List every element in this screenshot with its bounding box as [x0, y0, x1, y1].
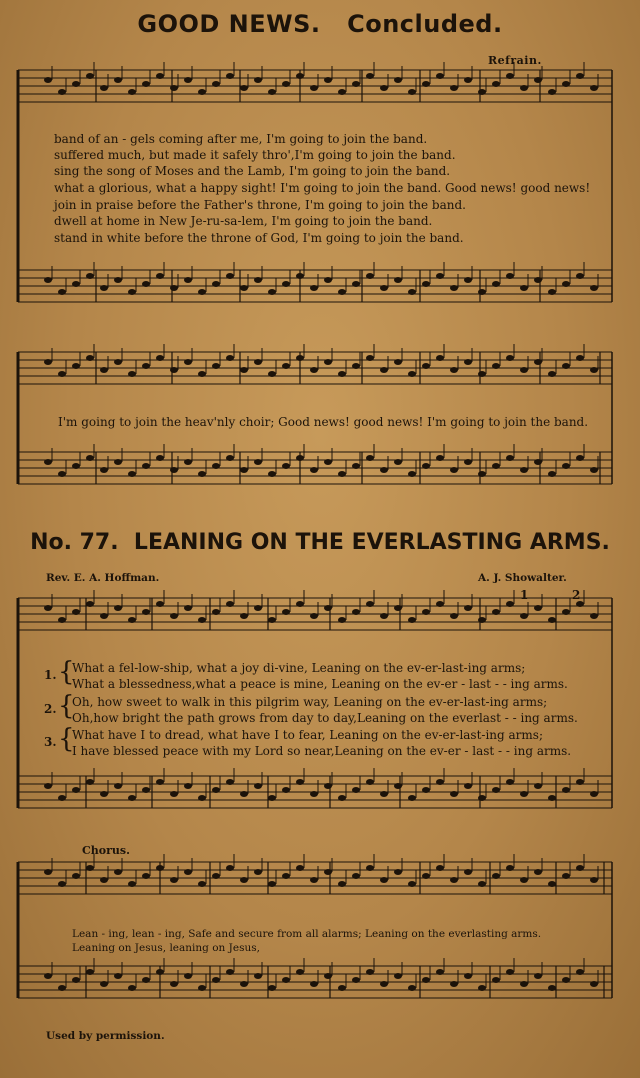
verse1-line1: What a fel-low-ship, what a joy di-vine, Leaning on the ev-er-last-ing arms;	[72, 661, 526, 675]
ending-2-label: 2	[572, 588, 581, 602]
refrain-line: I'm going to join the heav'nly choir; Good news! good news! I'm going to join the band.	[58, 415, 589, 429]
verse-number-3: 3.	[44, 735, 57, 749]
hymn2-author: Rev. E. A. Hoffman.	[46, 572, 160, 584]
verse3-line1: What have I to dread, what have I to fear, Leaning on the ev-er-last-ing arms;	[72, 728, 543, 742]
chorus-line-2: Leaning on Jesus, leaning on Jesus,	[72, 942, 260, 954]
verse-line-2: suffered much, but made it safely thro',I'm going to join the band.	[54, 148, 456, 162]
verse-line-3: sing the song of Moses and the Lamb, I'm going to join the band.	[54, 164, 451, 178]
verse-line-7: stand in white before the throne of God, I'm going to join the band.	[54, 231, 464, 245]
refrain-label: Refrain.	[488, 54, 542, 67]
verse-line-6: dwell at home in New Je-ru-sa-lem, I'm going to join the band.	[54, 214, 433, 228]
hymn2-title: No. 77. LEANING ON THE EVERLASTING ARMS.	[30, 530, 610, 555]
verse-line-5: join in praise before the Father's throne, I'm going to join the band.	[54, 198, 466, 212]
chorus-label: Chorus.	[82, 844, 130, 857]
verse-line-4: what a glorious, what a happy sight! I'm going to join the band. Good news! good news!	[54, 181, 591, 195]
verse-brace-1: {	[58, 657, 75, 687]
verse-number-2: 2.	[44, 702, 57, 716]
verse1-line2: What a blessedness,what a peace is mine, Leaning on the ev-er - last - - ing arms.	[72, 677, 568, 691]
hymn1-title: GOOD NEWS. Concluded.	[137, 10, 503, 38]
permission-note: Used by permission.	[46, 1030, 165, 1042]
verse-line-1: band of an - gels coming after me, I'm going to join the band.	[54, 132, 428, 146]
ending-1-label: 1	[520, 588, 529, 602]
hymn2-composer: A. J. Showalter.	[478, 572, 567, 584]
verse3-line2: I have blessed peace with my Lord so near,Leaning on the ev-er - last - - ing arms.	[72, 744, 572, 758]
verse2-line1: Oh, how sweet to walk in this pilgrim way, Leaning on the ev-er-last-ing arms;	[72, 695, 548, 709]
chorus-line-1: Lean - ing, lean - ing, Safe and secure from all alarms; Leaning on the everlasting arms.	[72, 928, 542, 940]
verse-brace-2: {	[58, 691, 75, 721]
verse2-line2: Oh,how bright the path grows from day to day,Leaning on the everlast - - ing arms.	[72, 711, 578, 725]
verse-brace-3: {	[58, 724, 75, 754]
verse-number-1: 1.	[44, 668, 57, 682]
